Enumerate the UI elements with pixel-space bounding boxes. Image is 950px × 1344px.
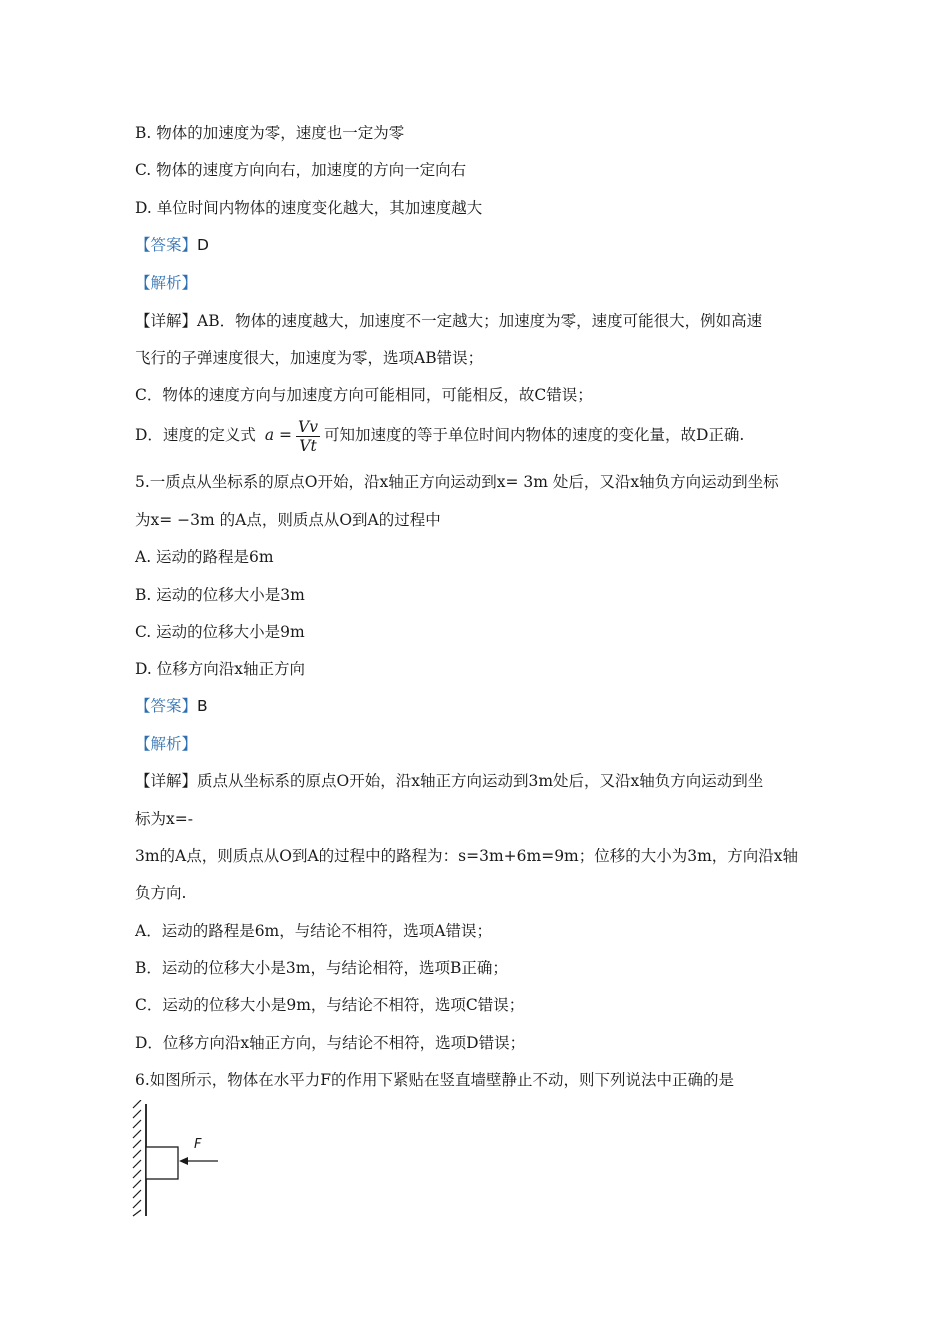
wall-block-force-figure [128,1100,238,1220]
q4-detail-2: 飞行的子弹速度很大，加速度为零，选项AB错误； [135,349,484,367]
formula-denominator: Vt [299,436,317,455]
q5-detail-a: A．运动的路程是6m，与结论不相符，选项A错误； [135,922,492,940]
block [146,1147,178,1179]
q5-answer [135,696,208,716]
q5-option-b: B. 运动的位移大小是3m [135,586,305,604]
detail-text: 质点从坐标系的原点O开始，沿x轴正方向运动到3m处后，又沿x轴负方向运动到坐 [197,772,764,790]
q5-detail-d: D．位移方向沿x轴正方向，与结论不相符，选项D错误； [135,1034,526,1052]
q5-option-c: C. 运动的位移大小是9m [135,623,305,641]
q6-stem: 6.如图所示，物体在水平力F的作用下紧贴在竖直墙壁静止不动，则下列说法中正确的是 [135,1071,735,1089]
detail-text: D．速度的定义式 [135,426,256,444]
q5-stem-2: 为x= −3m 的A点，则质点从O到A的过程中 [135,511,441,529]
q4-detail-1 [135,311,762,331]
q5-option-a: A. 运动的路程是6m [135,548,274,566]
detail-text: 可知加速度的等于单位时间内物体的速度的变化量，故D正确. [323,426,745,444]
q4-analysis-label: 【解析】 [135,274,198,292]
q4-answer [135,235,209,255]
q4-detail-4 [135,415,744,455]
q4-option-d: D. 单位时间内物体的速度变化越大，其加速度越大 [135,199,483,217]
force-label: F [194,1137,202,1152]
answer-label: 【答案】 [135,236,198,254]
q5-stem-1: 5.一质点从坐标系的原点O开始，沿x轴正方向运动到x= 3m 处后，又沿x轴负方向运动到坐标 [135,473,779,491]
q5-detail-1 [135,771,763,791]
q5-detail-b: B．运动的位移大小是3m，与结论相符，选项B正确； [135,959,508,977]
detail-label: 【详解】 [135,772,198,790]
force-arrow-head [179,1157,188,1165]
q4-detail-3: C．物体的速度方向与加速度方向可能相同，可能相反，故C错误； [135,386,593,404]
q5-option-d: D. 位移方向沿x轴正方向 [135,660,305,678]
q5-detail-4: 负方向. [135,884,187,902]
answer-label: 【答案】 [135,697,198,715]
formula-numerator: Vv [298,417,318,436]
detail-label: 【详解】 [135,312,198,330]
q4-option-c: C. 物体的速度方向向右，加速度的方向一定向右 [135,161,467,179]
q5-detail-c: C．运动的位移大小是9m，与结论不相符，选项C错误； [135,996,525,1014]
q5-detail-3: 3m的A点，则质点从O到A的过程中的路程为：s=3m+6m=9m；位移的大小为3m，方向沿x轴 [135,847,799,865]
q5-analysis-label: 【解析】 [135,735,198,753]
answer-value: D [197,236,209,254]
detail-text: AB．物体的速度越大，加速度不一定越大；加速度为零，速度可能很大，例如高速 [197,312,763,330]
q5-detail-2: 标为x=- [135,810,193,828]
wall-hatching [133,1100,141,1216]
answer-value: B [197,697,208,715]
q4-option-b: B. 物体的加速度为零，速度也一定为零 [135,124,405,142]
formula-fraction [296,418,320,455]
formula-a: a = [264,426,293,444]
